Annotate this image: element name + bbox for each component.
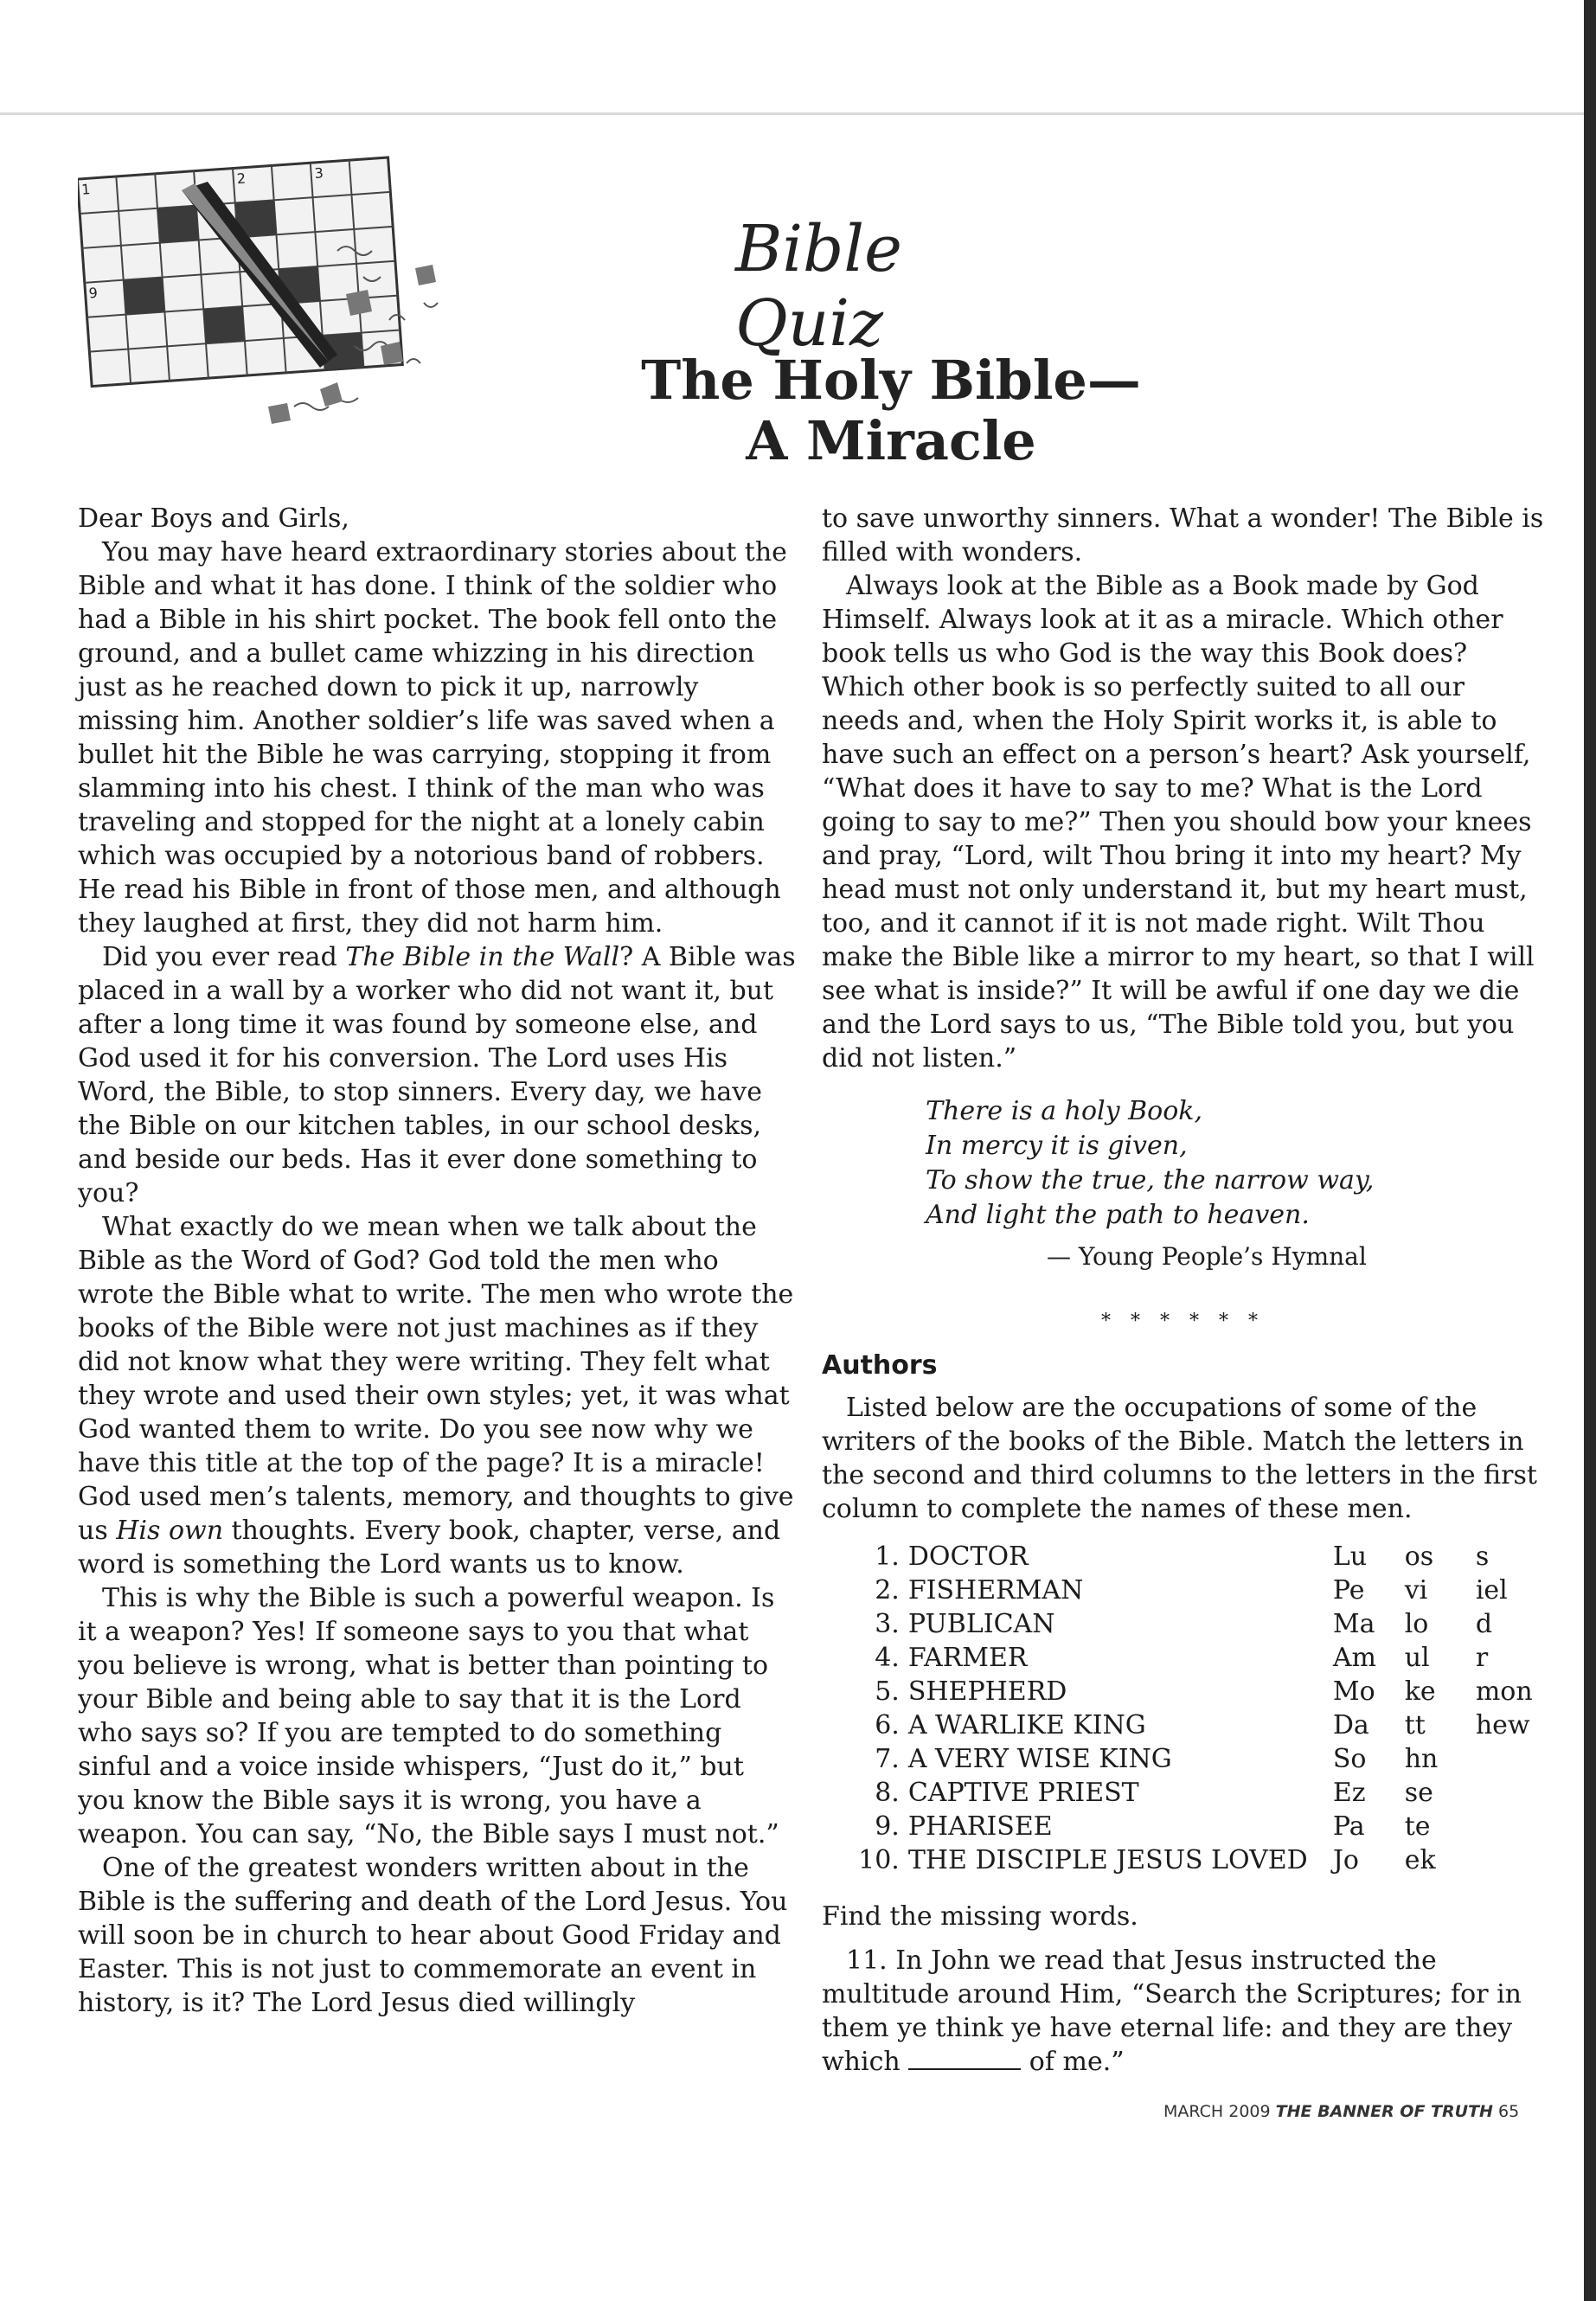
table-cell-num: 3.: [875, 1609, 900, 1639]
table-cell-c1: Am: [1332, 1643, 1376, 1673]
top-rule: [0, 112, 1596, 115]
paragraph: Always look at the Bible as a Book made by God Himself. Always look at it as a miracle. Which other book tells us who God is the way this Book does? Which other book is so perfectly suited to all our needs and, when the Holy Spirit works it, is able to have such an effect on a person’s heart? Ask yourself, “What does it have to say to me? What is the Lord going to say to me?” Then you should bow your knees and pray, “Lord, wilt Thou bring it into my heart? My head must not only understand it, but my heart must, too, and it cannot if it is not made right. Wilt Thou make the Bible like a mirror to my heart, so that I will see what is inside?” It will be awful if one day we die and the Lord says to us, “The Bible told you, but you did not listen.”: [822, 571, 1535, 1074]
table-cell-c2: ke: [1404, 1676, 1436, 1707]
text-run: thoughts. Every book, chapter, verse, and word is something the Lord wants us to know.: [78, 1516, 781, 1580]
table-cell-c3: s: [1475, 1541, 1490, 1572]
paragraph: [78, 940, 796, 1210]
table-cell-num: 1.: [875, 1541, 900, 1572]
table-cell-c1: Pa: [1332, 1811, 1365, 1842]
table-cell-c3: [1476, 1843, 1544, 1877]
table-cell-c1: Mo: [1332, 1676, 1375, 1707]
text-run: of me.”: [1021, 2047, 1125, 2077]
text-run: Did you ever read: [102, 942, 346, 972]
text-run: 11. In John we read that Jesus instructed the multitude around Him, “Search the Scriptures; for in them ye think ye have eternal life: and they are they which: [822, 1945, 1522, 2077]
section-script-title: Bible Quiz: [735, 212, 902, 361]
poem-line: And light the path to heaven.: [926, 1200, 1310, 1230]
table-row: [856, 1843, 1544, 1877]
table-cell-name: SHEPHERD: [907, 1676, 1067, 1707]
table-cell-num: 5.: [875, 1676, 900, 1707]
table-cell-num: 4.: [875, 1643, 900, 1673]
table-cell-c2: tt: [1404, 1710, 1426, 1740]
table-cell-c3: r: [1475, 1643, 1489, 1673]
table-cell-name: PUBLICAN: [907, 1609, 1055, 1639]
table-row: [856, 1810, 1544, 1843]
table-row: [856, 1708, 1544, 1742]
table-row: [856, 1742, 1544, 1776]
poem-line: To show the true, the narrow way,: [926, 1165, 1375, 1195]
table-cell-c2: os: [1404, 1541, 1434, 1572]
table-cell-num: 2.: [875, 1575, 900, 1606]
table-cell-num: 10.: [858, 1845, 900, 1875]
table-cell-name: A VERY WISE KING: [907, 1744, 1172, 1774]
table-cell-c3: [1476, 1776, 1544, 1810]
book-title: The Bible in the Wall: [345, 942, 620, 972]
grid-number: 9: [87, 284, 99, 302]
table-cell-c2: te: [1404, 1811, 1431, 1842]
table-cell-name: THE DISCIPLE JESUS LOVED: [907, 1845, 1308, 1875]
text-run: What exactly do we mean when we talk about the Bible as the Word of God? God told the men who wrote the Bible what to write. The men who wrote the books of the Bible were not just machines as if they did not know what they were writing. They felt what they wrote and used their own styles; yet, it was what God wanted them to write. Do you see now why we have this title at the top of the page? It is a miracle! God used men’s talents, memory, and thoughts to give us: [78, 1212, 794, 1546]
paragraph: [78, 1210, 796, 1581]
page-title-line1: The Holy Bible—: [641, 349, 1141, 412]
page-footer: [1163, 2102, 1535, 2121]
table-cell-c1: Pe: [1332, 1575, 1365, 1606]
salutation: Dear Boys and Girls,: [78, 503, 349, 534]
table-cell-c1: Ez: [1332, 1778, 1366, 1808]
table-cell-c3: d: [1475, 1609, 1493, 1639]
table-cell-c3: mon: [1475, 1676, 1533, 1707]
paragraph: One of the greatest wonders written about in the Bible is the suffering and death of the Lord Jesus. You will soon be in church to hear about Good Friday and Easter. This is not just to commemorate an event in history, is it? The Lord Jesus died willingly: [78, 1853, 788, 2018]
footer-magazine: THE BANNER OF TRUTH: [1275, 2102, 1493, 2121]
table-cell-c2: vi: [1404, 1575, 1428, 1606]
paragraph: to save unworthy sinners. What a wonder! The Bible is filled with wonders.: [822, 503, 1544, 567]
table-cell-name: DOCTOR: [907, 1541, 1029, 1572]
table-cell-c1: Ma: [1332, 1609, 1375, 1639]
table-cell-name: CAPTIVE PRIEST: [907, 1778, 1139, 1808]
crossword-pen-icon: [78, 147, 510, 458]
table-row: [856, 1574, 1544, 1607]
answer-blank[interactable]: [908, 2046, 1021, 2070]
table-cell-c1: So: [1332, 1744, 1367, 1774]
paragraph: You may have heard extraordinary stories about the Bible and what it has done. I think of the soldier who had a Bible in his shirt pocket. The book fell onto the ground, and a bullet came whizzing in his direction just as he reached down to pick it up, narrowly missing him. Another soldier’s life was saved when a bullet hit the Bible he was carrying, stopping it from slamming into his chest. I think of the man who was traveling and stopped for the night at a lonely cabin which was occupied by a notorious band of robbers. He read his Bible in front of those men, and although they laughed at first, they did not harm him.: [78, 537, 787, 939]
table-cell-c2: hn: [1404, 1744, 1439, 1774]
table-cell-c1: Da: [1332, 1710, 1369, 1740]
table-cell-c3: hew: [1475, 1710, 1530, 1740]
table-cell-c2: lo: [1404, 1609, 1429, 1639]
emphasis: His own: [116, 1516, 224, 1546]
page-edge-shadow: [1584, 0, 1596, 2301]
table-cell-num: 9.: [875, 1811, 900, 1842]
poem-line: In mercy it is given,: [926, 1131, 1188, 1161]
authors-intro: Listed below are the occupations of some of the writers of the books of the Bible. Match the letters in the second and third columns to the letters in the first column to complete the names of these men.: [822, 1393, 1537, 1524]
footer-page-number: 65: [1497, 2102, 1520, 2121]
poem-line: There is a holy Book,: [926, 1096, 1203, 1126]
table-cell-name: FARMER: [907, 1643, 1028, 1673]
table-row: [856, 1540, 1544, 1574]
right-column: [822, 502, 1544, 2079]
table-cell-c1: Lu: [1332, 1541, 1368, 1572]
table-cell-c3: [1476, 1742, 1544, 1776]
table-row: [856, 1675, 1544, 1708]
table-cell-num: 8.: [875, 1778, 900, 1808]
table-row: [856, 1607, 1544, 1641]
table-cell-num: 6.: [875, 1710, 900, 1740]
left-column: [78, 502, 796, 2020]
table-row: [856, 1641, 1544, 1675]
paragraph: This is why the Bible is such a powerful weapon. Is it a weapon? Yes! If someone says to you that what you believe is wrong, what is better than pointing to your Bible and being able to say that it is the Lord who says so? If you are tempted to do something sinful and a voice inside whispers, “Just do it,” but you know the Bible says it is wrong, you have a weapon. You can say, “No, the Bible says I must not.”: [78, 1583, 779, 1849]
grid-number: 3: [313, 164, 324, 182]
missing-words-heading: Find the missing words.: [822, 1901, 1138, 1932]
poem: [926, 1094, 1544, 1233]
page-title-line2: A Miracle: [746, 409, 1036, 472]
question-11: [822, 1944, 1544, 2079]
text-run: ? A Bible was placed in a wall by a worker who did not want it, but after a long time it was found by someone else, and God used it for his conversion. The Lord uses His Word, the Bible, to stop sinners. Every day, we have the Bible on our kitchen tables, in our school desks, and beside our beds. Has it ever done something to you?: [78, 942, 796, 1208]
table-cell-num: 7.: [875, 1744, 900, 1774]
table-cell-name: A WARLIKE KING: [907, 1710, 1146, 1740]
page-title: [519, 350, 1263, 471]
table-cell-name: PHARISEE: [907, 1811, 1053, 1842]
table-cell-c3: [1476, 1810, 1544, 1843]
poem-attribution: — Young People’s Hymnal: [1047, 1242, 1367, 1271]
authors-heading: Authors: [822, 1350, 938, 1381]
separator: * * * * * *: [1101, 1311, 1265, 1332]
table-cell-c2: se: [1404, 1778, 1433, 1808]
grid-number: 2: [236, 170, 247, 188]
footer-date: MARCH 2009: [1163, 2102, 1271, 2121]
table-cell-c2: ul: [1404, 1643, 1430, 1673]
occupations-table: [856, 1540, 1544, 1877]
grid-number: 1: [80, 181, 92, 198]
table-cell-c1: Jo: [1332, 1845, 1359, 1875]
table-row: [856, 1776, 1544, 1810]
table-cell-c2: ek: [1404, 1845, 1436, 1875]
table-cell-c3: iel: [1475, 1575, 1508, 1606]
table-cell-name: FISHERMAN: [907, 1575, 1084, 1606]
